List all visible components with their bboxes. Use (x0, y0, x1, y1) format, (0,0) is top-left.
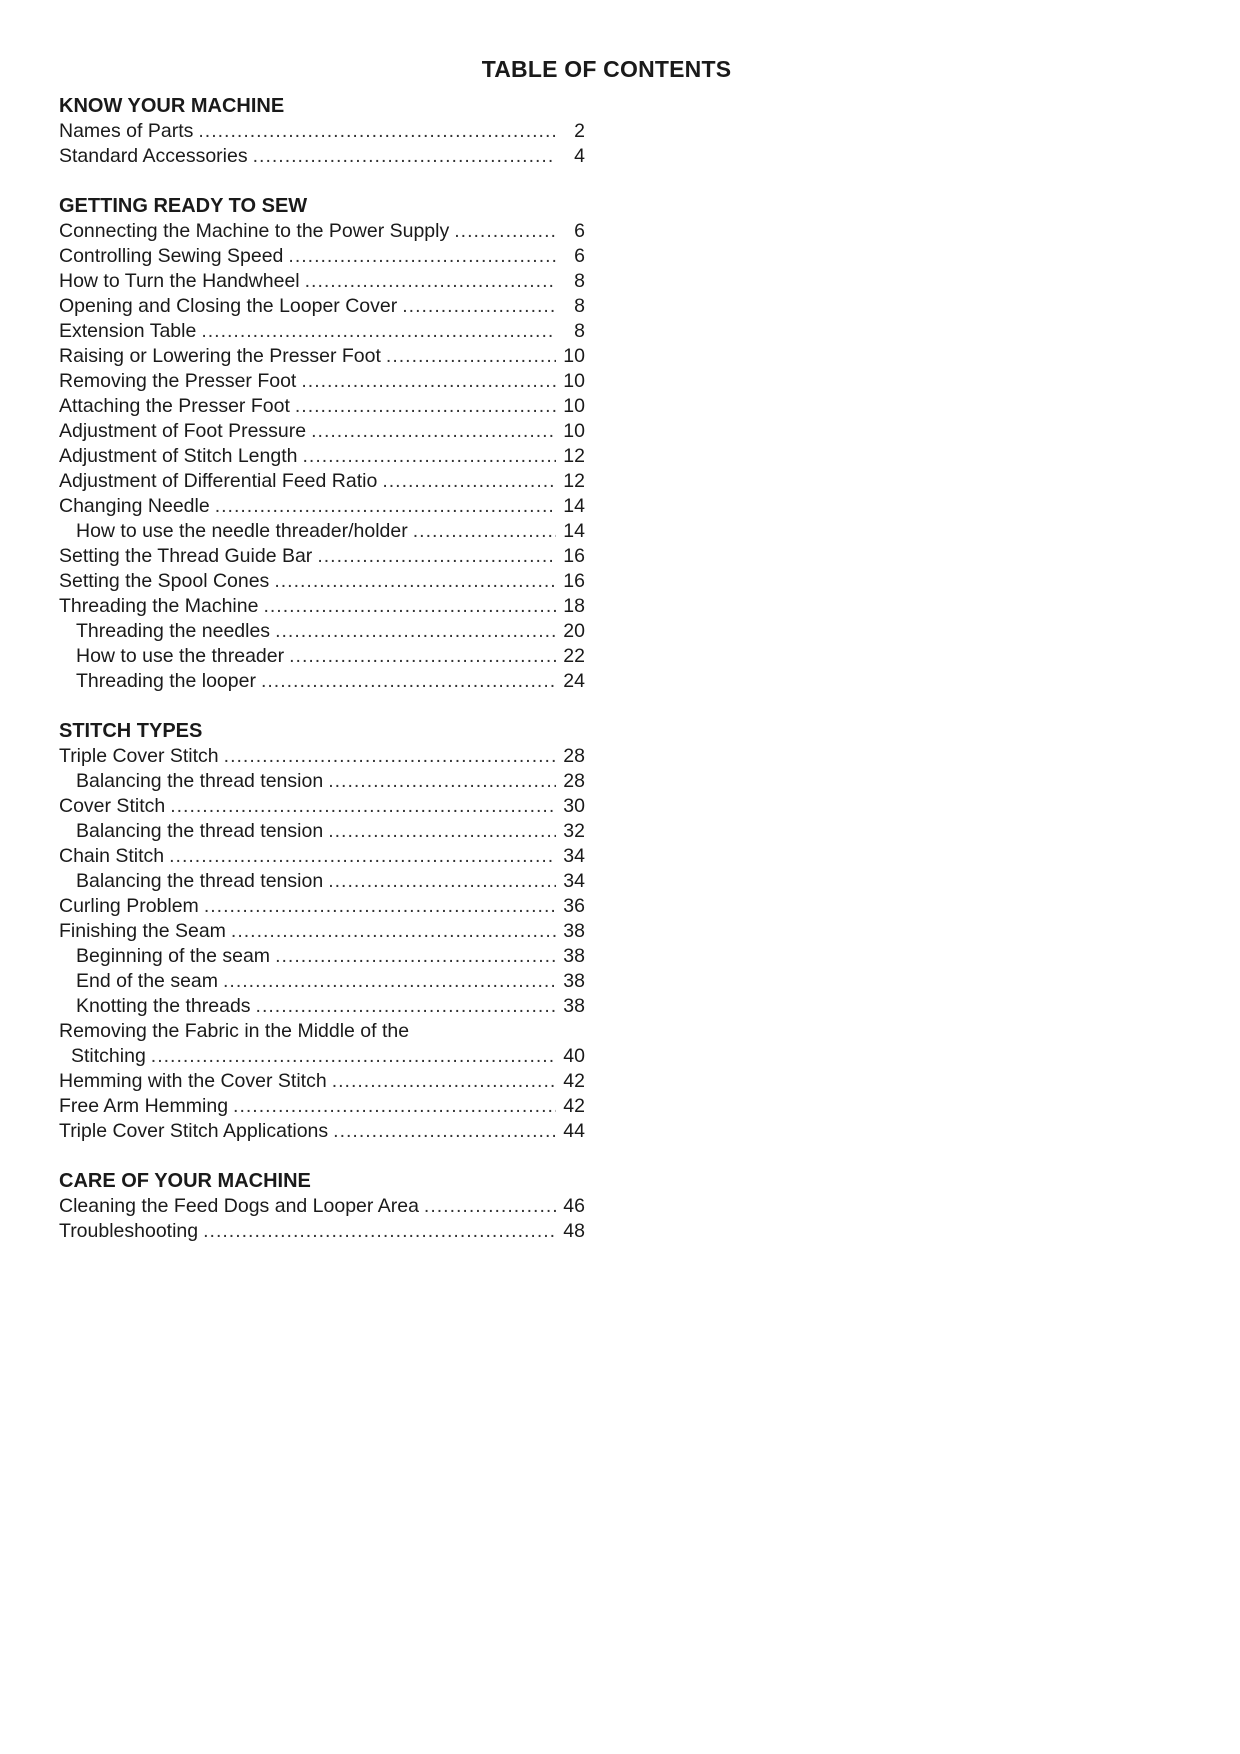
toc-entry-page: 2 (574, 120, 585, 142)
toc-entry-title: Names of Parts (59, 120, 194, 142)
toc-entry-page: 38 (563, 995, 585, 1017)
toc-entry-title: Standard Accessories (59, 145, 248, 167)
toc-entry-title: Troubleshooting (59, 1220, 199, 1242)
toc-entry-title: Attaching the Presser Foot (59, 395, 290, 417)
toc-entry-page: 48 (563, 1220, 585, 1242)
toc-entry-page: 32 (563, 820, 585, 842)
toc-subentry[interactable] (59, 819, 585, 844)
dot-leader (274, 569, 556, 594)
toc-entry-page: 44 (563, 1120, 585, 1142)
dot-leader (261, 669, 556, 694)
toc-entry-page: 30 (563, 795, 585, 817)
toc-entry-title: Raising or Lowering the Presser Foot (59, 345, 381, 367)
toc-entry-title: Extension Table (59, 320, 197, 342)
section-heading: CARE OF YOUR MACHINE (59, 1170, 311, 1192)
dot-leader (204, 894, 556, 919)
toc-entry[interactable] (59, 1069, 585, 1094)
dot-leader (295, 394, 556, 419)
toc-entry-page: 42 (563, 1070, 585, 1092)
toc-entry-page: 38 (563, 945, 585, 967)
dot-leader (328, 769, 556, 794)
toc-entry-title: Threading the needles (76, 620, 271, 642)
dot-leader (170, 794, 556, 819)
toc-entry[interactable] (59, 1094, 585, 1119)
dot-leader (215, 494, 556, 519)
dot-leader (301, 369, 556, 394)
toc-subentry[interactable] (59, 644, 585, 669)
dot-leader (317, 544, 556, 569)
toc-entry-page: 36 (563, 895, 585, 917)
toc-subentry[interactable] (59, 969, 585, 994)
dot-leader (256, 994, 556, 1019)
dot-leader (169, 844, 556, 869)
toc-entry-title: End of the seam (76, 970, 219, 992)
toc-subentry[interactable] (59, 669, 585, 694)
toc-section-stitch-types (59, 719, 585, 1144)
toc-entry[interactable] (59, 319, 585, 344)
toc-entry-page: 40 (563, 1045, 585, 1067)
toc-entry[interactable] (59, 294, 585, 319)
toc-entry[interactable] (59, 794, 585, 819)
toc-entry-page: 8 (574, 295, 585, 317)
section-heading: STITCH TYPES (59, 720, 203, 742)
toc-entry-page: 10 (563, 345, 585, 367)
toc-entry-title: Balancing the thread tension (76, 770, 324, 792)
toc-entry-title: Triple Cover Stitch (59, 745, 219, 767)
dot-leader (413, 519, 556, 544)
dot-leader (386, 344, 556, 369)
toc-entry-title: Free Arm Hemming (59, 1095, 229, 1117)
dot-leader (223, 969, 556, 994)
toc-entry[interactable] (59, 269, 585, 294)
toc-entry-title: Adjustment of Foot Pressure (59, 420, 307, 442)
dot-leader (402, 294, 556, 319)
toc-entry-title: Controlling Sewing Speed (59, 245, 284, 267)
section-heading: KNOW YOUR MACHINE (59, 95, 285, 117)
toc-entry[interactable] (59, 894, 585, 919)
dot-leader (332, 1069, 556, 1094)
dot-leader (263, 594, 556, 619)
toc-entry-title: Adjustment of Stitch Length (59, 445, 298, 467)
toc-entry-page: 10 (563, 420, 585, 442)
toc-entry-title: Setting the Spool Cones (59, 570, 270, 592)
toc-subentry[interactable] (59, 769, 585, 794)
toc-entry-page: 14 (563, 520, 585, 542)
dot-leader (224, 744, 556, 769)
toc-section-know-your-machine (59, 94, 585, 169)
toc-entry-title: Adjustment of Differential Feed Ratio (59, 470, 378, 492)
toc-entry[interactable] (59, 394, 585, 419)
dot-leader (289, 644, 556, 669)
toc-entry-title: Removing the Fabric in the Middle of the (59, 1020, 410, 1042)
dot-leader (198, 119, 556, 144)
toc-entry-title: Opening and Closing the Looper Cover (59, 295, 398, 317)
toc-entry[interactable] (59, 1219, 585, 1244)
toc-subentry[interactable] (59, 944, 585, 969)
toc-entry[interactable] (59, 494, 585, 519)
dot-leader (275, 944, 556, 969)
toc-entry[interactable] (59, 144, 585, 169)
toc-entry[interactable] (59, 419, 585, 444)
toc-entry-title: Beginning of the seam (76, 945, 271, 967)
dot-leader (203, 1219, 556, 1244)
toc-entry[interactable] (59, 1194, 585, 1219)
toc-entry-page: 8 (574, 320, 585, 342)
table-of-contents (59, 94, 585, 1269)
toc-entry-page: 38 (563, 970, 585, 992)
toc-entry-title: Cover Stitch (59, 795, 166, 817)
dot-leader (233, 1094, 556, 1119)
toc-entry-page: 22 (563, 645, 585, 667)
toc-entry-page: 16 (563, 545, 585, 567)
toc-entry-page: 28 (563, 770, 585, 792)
toc-entry-page: 12 (563, 470, 585, 492)
toc-entry[interactable] (59, 219, 585, 244)
dot-leader (328, 869, 556, 894)
toc-entry-page: 24 (563, 670, 585, 692)
dot-leader (151, 1044, 556, 1069)
toc-entry[interactable] (59, 594, 585, 619)
dot-leader (382, 469, 556, 494)
toc-entry-page: 28 (563, 745, 585, 767)
toc-entry-title: How to use the threader (76, 645, 285, 667)
toc-entry-title: Hemming with the Cover Stitch (59, 1070, 327, 1092)
toc-entry[interactable] (59, 544, 585, 569)
toc-entry-title: Removing the Presser Foot (59, 370, 297, 392)
toc-entry-page: 34 (563, 870, 585, 892)
toc-entry-title: Changing Needle (59, 495, 210, 517)
toc-entry-page: 20 (563, 620, 585, 642)
toc-entry-title: Threading the Machine (59, 595, 259, 617)
toc-subentry[interactable] (59, 619, 585, 644)
toc-entry[interactable] (59, 844, 585, 869)
dot-leader (333, 1119, 556, 1144)
toc-entry-title: Balancing the thread tension (76, 870, 324, 892)
toc-entry[interactable] (59, 1119, 585, 1144)
toc-entry[interactable] (59, 244, 585, 269)
toc-entry-page: 10 (563, 395, 585, 417)
dot-leader (305, 269, 556, 294)
toc-entry-page: 6 (574, 245, 585, 267)
toc-entry-page: 38 (563, 920, 585, 942)
toc-entry[interactable] (59, 344, 585, 369)
toc-entry[interactable] (59, 119, 585, 144)
toc-entry-page: 10 (563, 370, 585, 392)
toc-entry-page: 8 (574, 270, 585, 292)
dot-leader (253, 144, 556, 169)
toc-entry-page: 42 (563, 1095, 585, 1117)
toc-entry-page: 14 (563, 495, 585, 517)
page-title: TABLE OF CONTENTS (481, 56, 732, 82)
toc-subentry[interactable] (59, 519, 585, 544)
toc-entry[interactable] (59, 444, 585, 469)
toc-entry-title: Triple Cover Stitch Applications (59, 1120, 329, 1142)
toc-entry-title: Threading the looper (76, 670, 256, 692)
toc-entry-title: Setting the Thread Guide Bar (59, 545, 313, 567)
toc-entry-page: 4 (574, 145, 585, 167)
section-heading: GETTING READY TO SEW (59, 195, 308, 217)
toc-entry-page: 46 (563, 1195, 585, 1217)
toc-entry[interactable] (59, 569, 585, 594)
toc-entry-continuation[interactable] (59, 1044, 585, 1069)
dot-leader (311, 419, 556, 444)
dot-leader (328, 819, 556, 844)
toc-entry[interactable] (59, 744, 585, 769)
dot-leader (424, 1194, 556, 1219)
toc-entry-title: Connecting the Machine to the Power Supply (59, 220, 450, 242)
toc-section-care-of-your-machine (59, 1169, 585, 1244)
toc-entry[interactable] (59, 469, 585, 494)
dot-leader (454, 219, 556, 244)
toc-entry-page: 34 (563, 845, 585, 867)
toc-entry[interactable] (59, 1019, 585, 1044)
toc-entry-page: 6 (574, 220, 585, 242)
toc-entry-title: Finishing the Seam (59, 920, 226, 942)
dot-leader (302, 444, 556, 469)
toc-section-getting-ready-to-sew (59, 194, 585, 694)
toc-entry-title: Stitching (71, 1045, 146, 1067)
toc-entry-title: Chain Stitch (59, 845, 165, 867)
toc-entry-title: Cleaning the Feed Dogs and Looper Area (59, 1195, 419, 1217)
toc-entry-page: 16 (563, 570, 585, 592)
toc-entry-title: Balancing the thread tension (76, 820, 324, 842)
toc-entry[interactable] (59, 919, 585, 944)
toc-entry-page: 12 (563, 445, 585, 467)
toc-entry-title: Knotting the threads (76, 995, 251, 1017)
dot-leader (201, 319, 556, 344)
dot-leader (288, 244, 556, 269)
toc-entry[interactable] (59, 369, 585, 394)
dot-leader (231, 919, 556, 944)
toc-subentry[interactable] (59, 994, 585, 1019)
dot-leader (275, 619, 556, 644)
toc-subentry[interactable] (59, 869, 585, 894)
toc-entry-title: Curling Problem (59, 895, 199, 917)
toc-entry-title: How to Turn the Handwheel (59, 270, 300, 292)
toc-entry-title: How to use the needle threader/holder (76, 520, 408, 542)
toc-entry-page: 18 (563, 595, 585, 617)
